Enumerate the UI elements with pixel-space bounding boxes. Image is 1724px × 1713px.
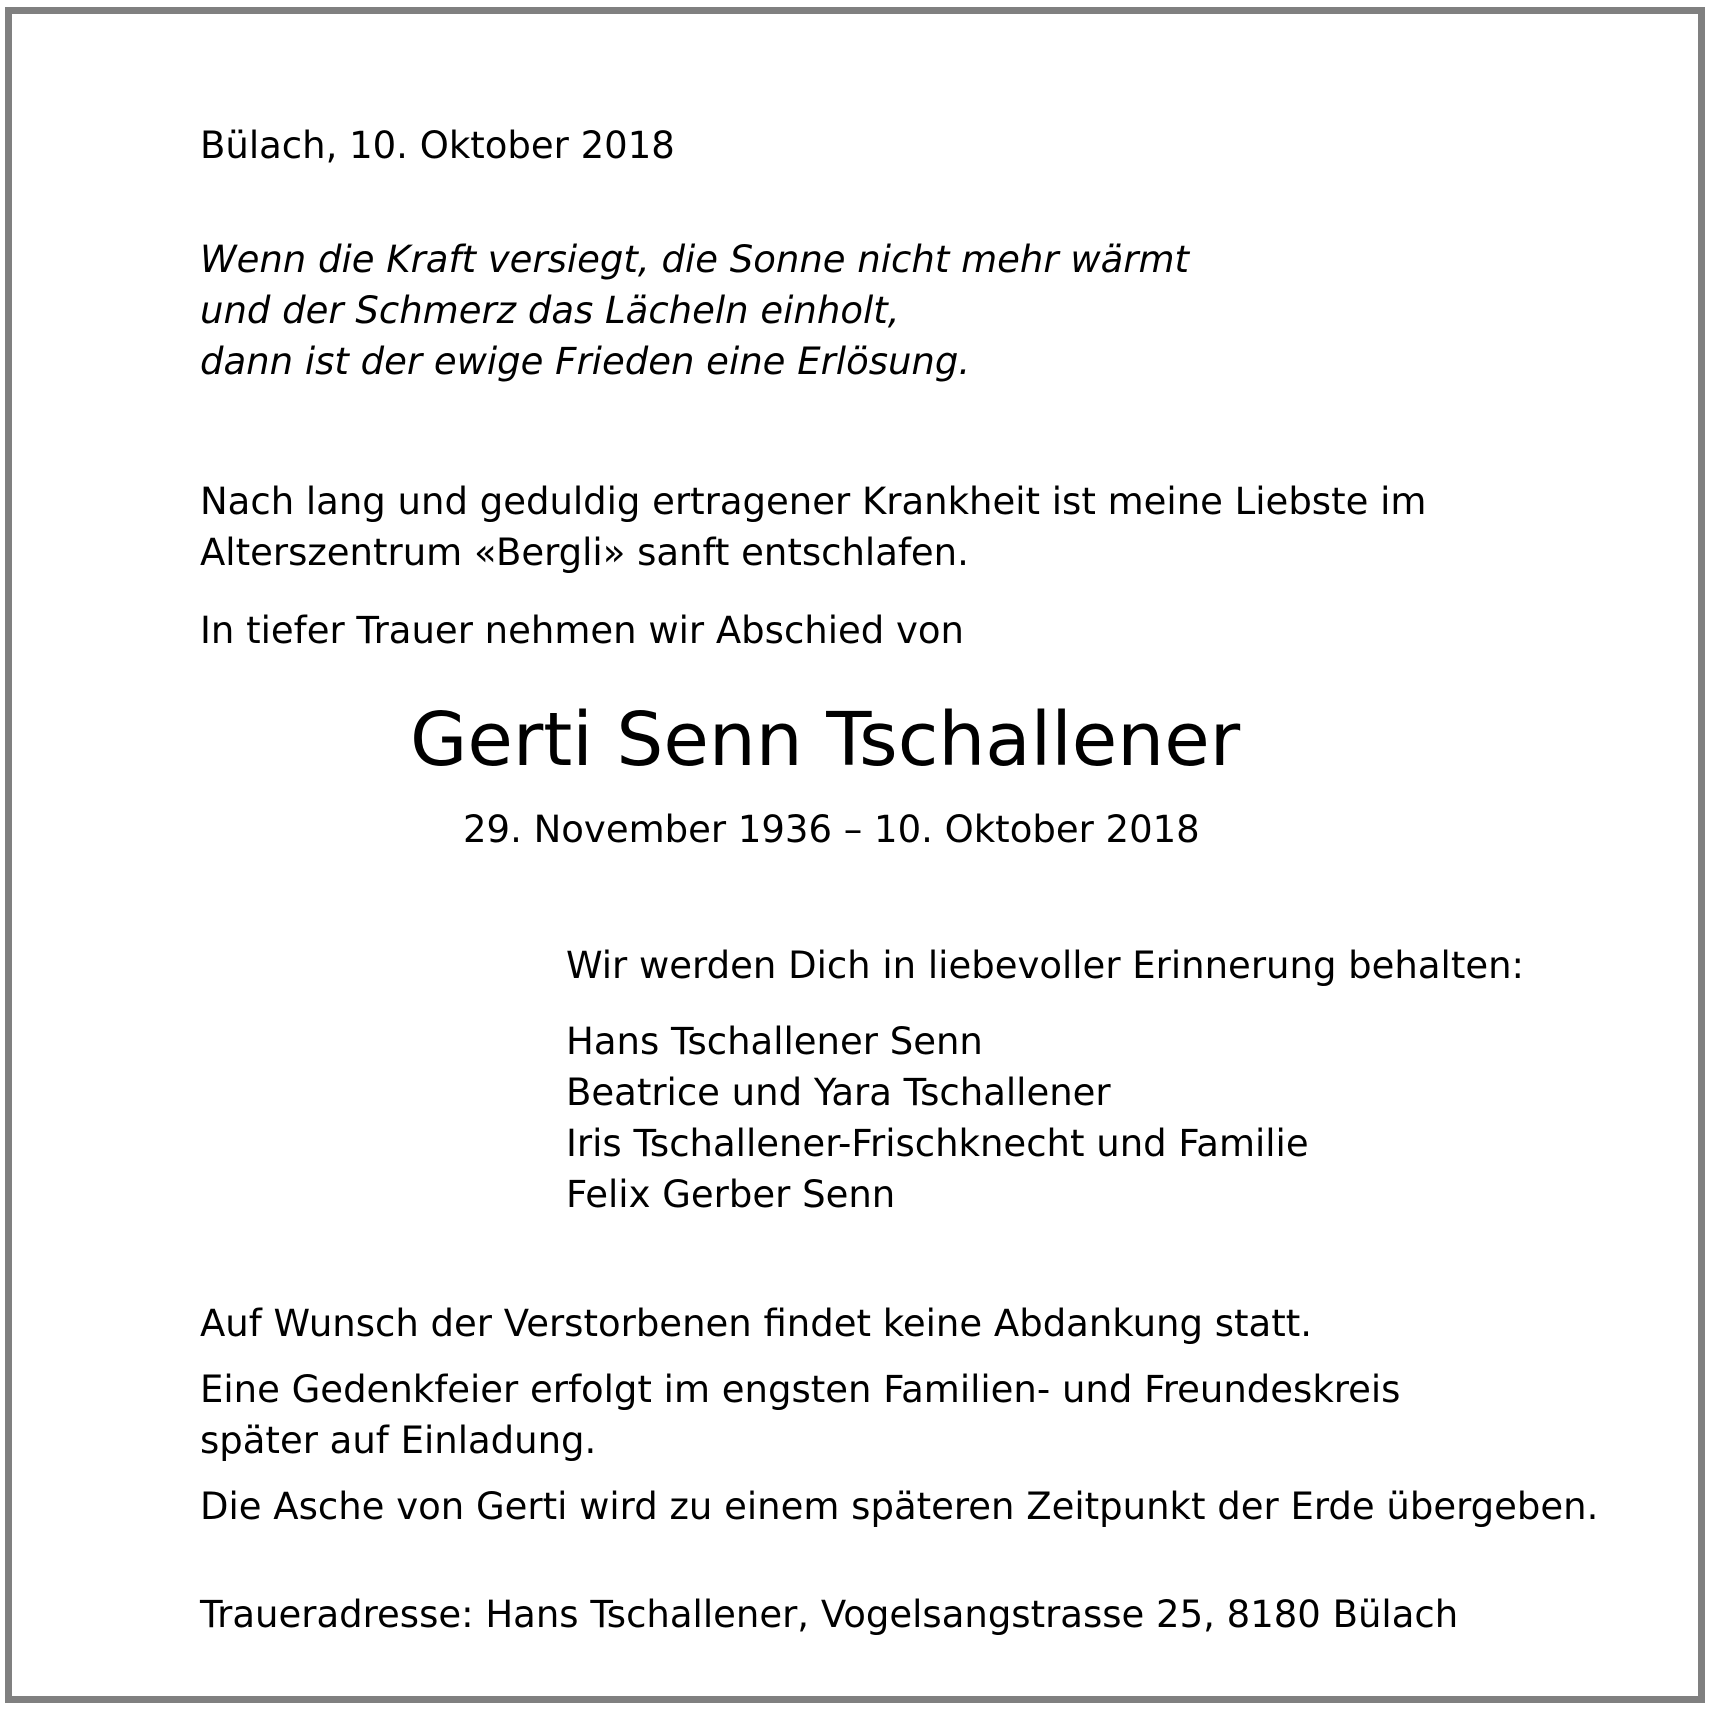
deceased-name: Gerti Senn Tschallener [410,697,1241,783]
intro-paragraph [200,476,1426,578]
poem-line: dann ist der ewige Frieden eine Erlösung. [200,340,971,383]
mourner-name: Felix Gerber Senn [566,1173,896,1216]
memorial-line: später auf Einladung. [200,1419,597,1462]
memorial-note [200,1364,1400,1466]
mourner-name: Beatrice und Yara Tschallener [566,1071,1111,1114]
mourner-name: Iris Tschallener-Frischknecht und Familie [566,1122,1309,1165]
mourners-list [566,1016,1309,1220]
ashes-note: Die Asche von Gerti wird zu einem späteren Zeitpunkt der Erde übergeben. [200,1485,1599,1528]
life-dates: 29. November 1936 – 10. Oktober 2018 [463,808,1200,851]
mourner-name: Hans Tschallener Senn [566,1020,983,1063]
mourning-address: Traueradresse: Hans Tschallener, Vogelsangstrasse 25, 8180 Bülach [200,1593,1459,1636]
place-date: Bülach, 10. Oktober 2018 [200,124,675,167]
poem-line: und der Schmerz das Lächeln einholt, [200,289,900,332]
intro-line: Alterszentrum «Bergli» sanft entschlafen. [200,531,969,574]
intro-line: Nach lang und geduldig ertragener Krankheit ist meine Liebste im [200,480,1427,523]
poem-line: Wenn die Kraft versiegt, die Sonne nicht mehr wärmt [200,238,1190,281]
memorial-line: Eine Gedenkfeier erfolgt im engsten Familien- und Freundeskreis [200,1368,1401,1411]
obituary-notice [5,7,1705,1703]
mourners-heading: Wir werden Dich in liebevoller Erinnerung behalten: [566,944,1525,987]
no-service-note: Auf Wunsch der Verstorbenen findet keine Abdankung statt. [200,1302,1312,1345]
farewell-line: In tiefer Trauer nehmen wir Abschied von [200,609,965,652]
poem [200,234,1189,387]
